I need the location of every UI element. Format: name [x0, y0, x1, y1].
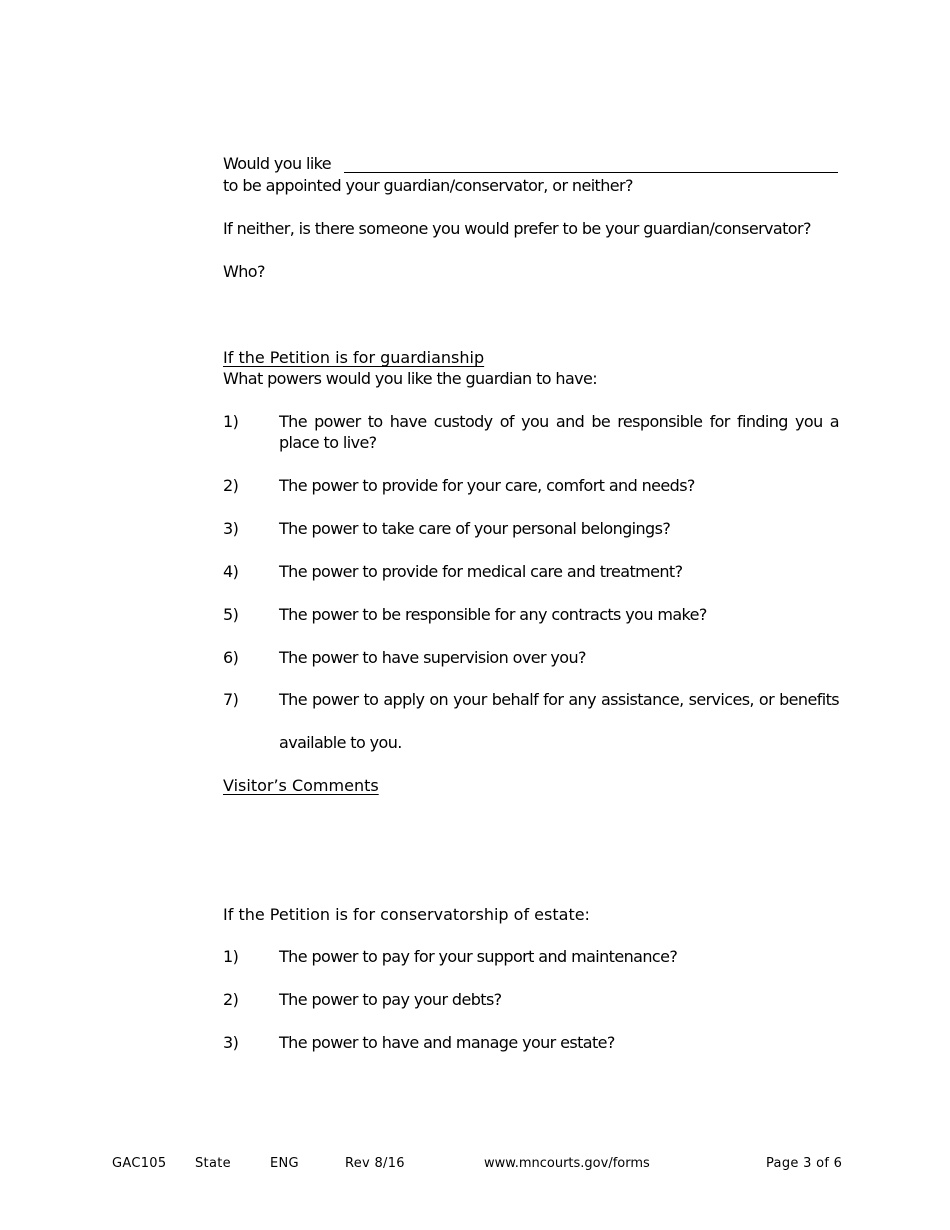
footer-page-number: Page 3 of 6 — [766, 1156, 843, 1171]
item-text: The power to have custody of you and be responsible for finding you a — [279, 412, 839, 431]
item-text: The power to pay for your support and maintenance? — [279, 947, 678, 966]
would-you-like-label: Would you like — [223, 154, 332, 173]
footer-revision: Rev 8/16 — [345, 1156, 405, 1171]
who-label: Who? — [223, 262, 265, 281]
visitors-comments-heading: Visitor’s Comments — [223, 776, 379, 795]
item-number: 3) — [223, 1033, 239, 1052]
item-number: 1) — [223, 947, 239, 966]
item-text: The power to apply on your behalf for any assistance, services, or benefits — [279, 690, 839, 709]
appointed-question: to be appointed your guardian/conservator, or neither? — [223, 176, 633, 195]
item-number: 6) — [223, 648, 239, 667]
item-number: 7) — [223, 690, 239, 709]
item-text: The power to take care of your personal belongings? — [279, 519, 671, 538]
footer-form-code: GAC105 — [112, 1156, 167, 1171]
footer-language: ENG — [270, 1156, 299, 1171]
guardianship-heading: If the Petition is for guardianship — [223, 348, 485, 367]
footer-jurisdiction: State — [195, 1156, 231, 1171]
item-number: 1) — [223, 412, 239, 431]
item-number: 2) — [223, 990, 239, 1009]
item-text: The power to have supervision over you? — [279, 648, 586, 667]
item-number: 5) — [223, 605, 239, 624]
item-text: The power to provide for medical care and treatment? — [279, 562, 683, 581]
conservatorship-heading: If the Petition is for conservatorship of estate: — [223, 905, 590, 924]
footer-website-link[interactable]: www.mncourts.gov/forms — [484, 1156, 650, 1171]
name-blank-line — [344, 172, 838, 173]
item-text-continued: place to live? — [279, 433, 377, 452]
item-number: 3) — [223, 519, 239, 538]
item-text: The power to provide for your care, comfort and needs? — [279, 476, 695, 495]
item-text: The power to pay your debts? — [279, 990, 502, 1009]
neither-question: If neither, is there someone you would prefer to be your guardian/conservator? — [223, 219, 811, 238]
guardianship-subheading: What powers would you like the guardian to have: — [223, 369, 598, 388]
item-text: The power to have and manage your estate? — [279, 1033, 615, 1052]
item-number: 4) — [223, 562, 239, 581]
item-number: 2) — [223, 476, 239, 495]
item-text-continued: available to you. — [279, 733, 402, 752]
item-text: The power to be responsible for any contracts you make? — [279, 605, 707, 624]
